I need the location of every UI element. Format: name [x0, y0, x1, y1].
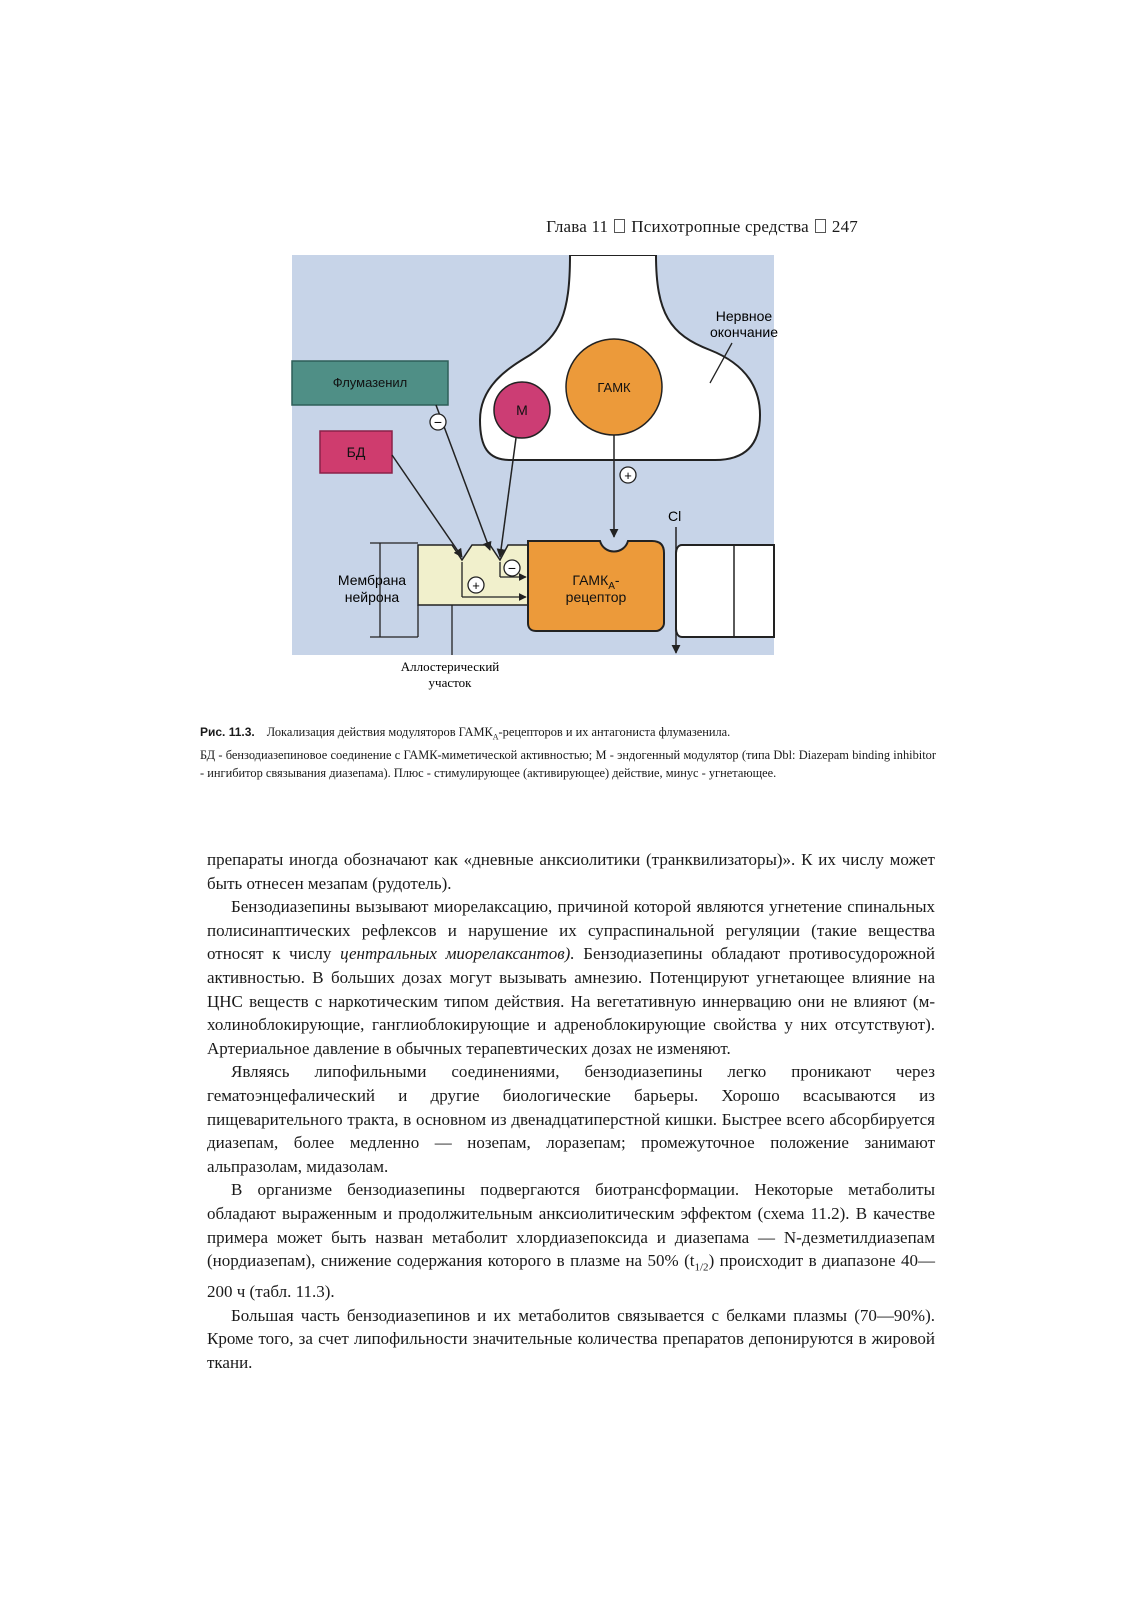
allosteric-label-2: участок: [428, 675, 472, 690]
paragraph-5: Большая часть бензодиазепинов и их метаболитов связывается с белками плазмы (70—90%). Кроме того, за счет липофильности значительные количества препаратов депонируются в жировой ткани.: [207, 1305, 935, 1372]
separator-box-icon: [614, 219, 625, 233]
figure-11-3: [200, 255, 940, 725]
nerve-ending-label-2: окончание: [709, 324, 779, 340]
membrane-label-1: Мембрана: [337, 572, 407, 588]
gaba-plus-sign: +: [624, 468, 632, 483]
receptor-label-1: $ГАМК_А-$: [572, 572, 620, 592]
page-number: 247: [831, 217, 858, 236]
caption-lead: Рис. 11.3.: [200, 725, 255, 739]
allosteric-label-1: Аллостерический: [400, 659, 500, 674]
paragraph-2: Бензодиазепины вызывают миорелаксацию, причиной которой являются угнетение спинальных полисинаптических рефлексов и нарушение их супраспинальной регуляции (такие вещества относят к числу центральных миорелаксантов). Бензодиазепины обладают противосудорожной активностью. В больших дозах могут вызывать амнезию. Потенцируют угнетающее влияние на ЦНС веществ с наркотическим типом действия. На вегетативную иннервацию они не влияют (м-холиноблокирующие, ганглиоблокирующие и адреноблокирующие свойства у них отсутствуют). Артериальное давление в обычных терапевтических дозах не изменяют.: [207, 897, 935, 1058]
chapter-title: Психотропные средства: [631, 217, 809, 236]
body-text: [207, 848, 935, 1374]
paragraph-1: препараты иногда обозначают как «дневные анксиолитики (транквилизаторы)». К их числу может быть отнесен мезапам (рудотель).: [207, 850, 935, 893]
membrane-label-2: нейрона: [344, 589, 400, 605]
chapter-label: Глава 11: [546, 217, 609, 236]
caption-line-2: БД - бензодиазепиновое соединение с ГАМК-миметической активностью; М - эндогенный модулятор (типа Dbl: Diazepam binding inhibitor - ингибитор связывания диазепама). Плюс - стимулирующее (активирующее) действие, минус - угнетающее.: [200, 748, 936, 781]
separator-box-icon: [815, 219, 826, 233]
paragraph-3: Являясь липофильными соединениями, бензодиазепины легко проникают через гематоэнцефалический и другие биологические барьеры. Хорошо всасываются из пищеварительного тракта, в основном из двенадцатиперстной кишки. Быстрее всего абсорбируется диазепам, более медленно — нозепам, лоразепам; промежуточное положение занимают альпразолам, мидазолам.: [207, 1062, 935, 1176]
gaba-label: ГАМК: [597, 380, 631, 395]
flumazenil-minus-sign: −: [433, 414, 443, 430]
channel-block: [676, 545, 774, 637]
receptor-diagram: [200, 255, 940, 725]
m-label: М: [516, 402, 528, 418]
paragraph-4: В организме бензодиазепины подвергаются биотрансформации. Некоторые метаболиты обладают выраженным и продолжительным анксиолитическим эффектом (схема 11.2). В качестве примера может быть назван метаболит хлордиазепоксида и диазепама — N-дезметилдиазепам (нордиазепам), снижение содержания которого в плазме на 50% $(t_{1/2})$ происходит в диапазоне 40—200 ч (табл. 11.3).: [207, 1180, 935, 1302]
caption-line-1: Рис. 11.3. Локализация действия модуляторов $ГАМК_А$-рецепторов и их антагониста флумазенила.: [200, 725, 731, 742]
flumazenil-label: Флумазенил: [332, 375, 408, 390]
receptor-label-2: рецептор: [565, 589, 627, 605]
bd-label: БД: [346, 444, 366, 460]
allosteric-plus-sign: +: [472, 578, 480, 593]
nerve-ending-label-1: Нервное: [715, 308, 773, 324]
cl-label: Cl: [668, 508, 682, 524]
figure-caption: [200, 723, 936, 782]
running-head: [200, 217, 858, 237]
allosteric-minus-sign: −: [507, 560, 517, 576]
